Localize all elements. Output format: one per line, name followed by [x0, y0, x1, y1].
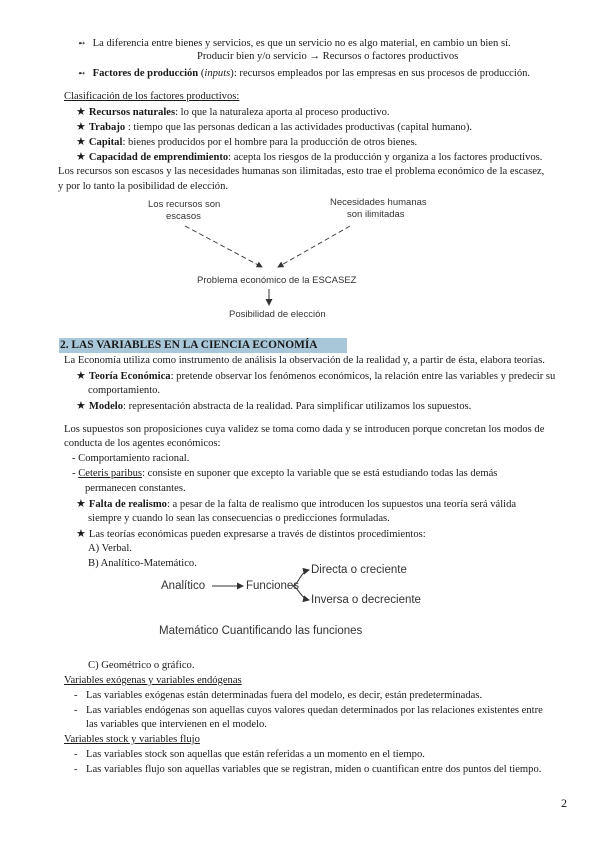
diagram-bottom-node: Posibilidad de elección: [229, 309, 326, 320]
theory-term: Teoría Económica: [88, 371, 171, 382]
analytic-left-node: Analítico: [161, 580, 206, 592]
flow-item: [74, 763, 541, 777]
ceteris-text-1: : consiste en suponer que excepto la variable que se está estudiando todas las demás: [142, 468, 498, 479]
procedure-analytic: B) Analítico-Matemático.: [88, 558, 197, 569]
exo-endo-title: Variables exógenas y variables endógenas: [64, 675, 242, 686]
factors-term: Factores de producción: [92, 68, 199, 79]
star-bullet-icon: ★: [76, 498, 86, 510]
section2-intro: La Economía utiliza como instrumento de análisis la observación de la realidad y, a partir de ésta, elabora teorías.: [64, 355, 545, 366]
item-text: : lo que la naturaleza aporta al proceso productivo.: [175, 107, 390, 118]
star-bullet-icon: ★: [76, 121, 86, 133]
star-bullet-icon: ★: [76, 528, 86, 540]
procedure-geometric: C) Geométrico o gráfico.: [88, 660, 195, 671]
dash-bullet: -: [74, 764, 78, 775]
realism-term: Falta de realismo: [88, 499, 167, 510]
realism-text-1: : a pesar de la falta de realismo que introducen los supuestos una teoría será válida: [166, 499, 517, 510]
stock-item-text: Las variables stock son aquellas que están referidas a un momento en el tiempo.: [86, 749, 425, 760]
dash-bullet: -: [74, 705, 78, 716]
model-text: : representación abstracta de la realidad. Para simplificar utilizamos los supuestos.: [123, 401, 472, 412]
realism-text-2: siempre y cuando lo sean las consecuencias o predicciones formuladas.: [88, 513, 390, 524]
analytic-top-right-node: Directa o creciente: [311, 564, 407, 576]
section-heading: 2. LAS VARIABLES EN LA CIENCIA ECONOMÍA: [59, 338, 347, 353]
procedure-verbal: A) Verbal.: [88, 543, 132, 554]
item-term: Capital: [88, 137, 123, 148]
factors-rest: ): recursos empleados por las empresas en sus procesos de producción.: [230, 68, 531, 79]
item-term: Capacidad de emprendimiento: [88, 152, 229, 163]
dash-bullet: -: [74, 749, 78, 760]
diagram-right-line2: son ilimitadas: [347, 209, 405, 220]
assumption-dash: -: [72, 468, 79, 479]
page-number: 2: [561, 796, 567, 810]
model-item: [76, 399, 471, 414]
star-bullet-icon: ★: [76, 106, 86, 118]
flow-item-text: Las variables flujo son aquellas variables que se registran, miden o cuantifican entre dos puntos del tiempo.: [86, 764, 542, 775]
item-text: : tiempo que las personas dedican a las actividades productivas (capital humano).: [125, 122, 473, 133]
star-bullet-icon: ★: [76, 151, 86, 163]
diagram-left-line2: escasos: [166, 211, 201, 222]
classification-title: Clasificación de los factores productivos:: [64, 91, 240, 102]
scarcity-line-2: y por lo tanto la posibilidad de elección.: [58, 181, 229, 192]
procedures-text: Las teorías económicas pueden expresarse a través de distintos procedimientos:: [88, 529, 426, 540]
item-text: : acepta los riesgos de la producción y organiza a los factores productivos.: [228, 152, 543, 163]
endo-item-text-2: las variables que intervienen en el modelo.: [86, 719, 267, 730]
item-term: Recursos naturales: [88, 107, 176, 118]
intro-bullet-1-center: Producir bien y/o servicio → Recursos o factores productivos: [197, 51, 459, 62]
arrow-bullet-icon: ➻: [78, 68, 86, 78]
diagram-center-node: Problema económico de la ESCASEZ: [197, 275, 357, 286]
theory-text-1: : pretende observar los fenómenos económicos, la relación entre las variables y predecir su: [170, 371, 556, 382]
analytic-caption: Matemático Cuantificando las funciones: [159, 625, 363, 637]
scarcity-line-1: Los recursos son escasos y las necesidades humanas son ilimitadas, esto trae el problema económico de la escasez,: [58, 166, 545, 177]
diagram-right-line1: Necesidades humanas: [330, 197, 427, 208]
arrow-bullet-icon: ➻: [78, 38, 86, 48]
diagram-left-node: [148, 199, 220, 223]
star-bullet-icon: ★: [76, 136, 86, 148]
stock-flow-title: Variables stock y variables flujo: [64, 734, 200, 745]
assumptions-line-2: conducta de los agentes económicos:: [64, 438, 221, 449]
item-term: Trabajo: [88, 122, 126, 133]
assumption-ceteris: [72, 467, 497, 481]
item-text: : bienes producidos por el hombre para la producción de otros bienes.: [122, 137, 418, 148]
endo-item-text-1: Las variables endógenas son aquellas cuyos valores quedan determinados por las relaciones existentes entre: [86, 705, 543, 716]
theory-item: [76, 369, 555, 384]
stock-item: [74, 748, 425, 762]
exo-item-text: Las variables exógenas están determinadas fuera del modelo, es decir, están predeterminadas.: [86, 690, 483, 701]
assumption-rational: - Comportamiento racional.: [72, 453, 190, 464]
diagram-left-line1: Los recursos son: [148, 199, 221, 210]
star-bullet-icon: ★: [76, 400, 86, 412]
realism-item: [76, 497, 516, 512]
left-arrow: [185, 226, 262, 267]
factors-paren-open: (: [198, 68, 205, 79]
endo-item: [74, 704, 543, 718]
analytic-bottom-right-node: Inversa o decreciente: [311, 594, 421, 606]
ceteris-term: Ceteris paribus: [78, 468, 143, 479]
model-term: Modelo: [88, 401, 124, 412]
theory-text-2: comportamiento.: [88, 385, 161, 396]
star-bullet-icon: ★: [76, 370, 86, 382]
right-arrow: [278, 226, 350, 267]
intro-bullet-1-text: La diferencia entre bienes y servicios, es que un servicio no es algo material, en cambio un bien sí.: [92, 38, 511, 49]
assumptions-line-1: Los supuestos son proposiciones cuya validez se toma como dada y se introducen porque concretan los modos de: [64, 424, 545, 435]
analytic-middle-node: Funciones: [246, 580, 300, 592]
inputs-term: inputs: [204, 68, 231, 79]
exo-item: [74, 689, 482, 703]
ceteris-text-2: permanecen constantes.: [85, 483, 186, 494]
diagram-right-node: [330, 197, 427, 221]
dash-bullet: -: [74, 690, 78, 701]
procedures-item: [76, 527, 426, 542]
